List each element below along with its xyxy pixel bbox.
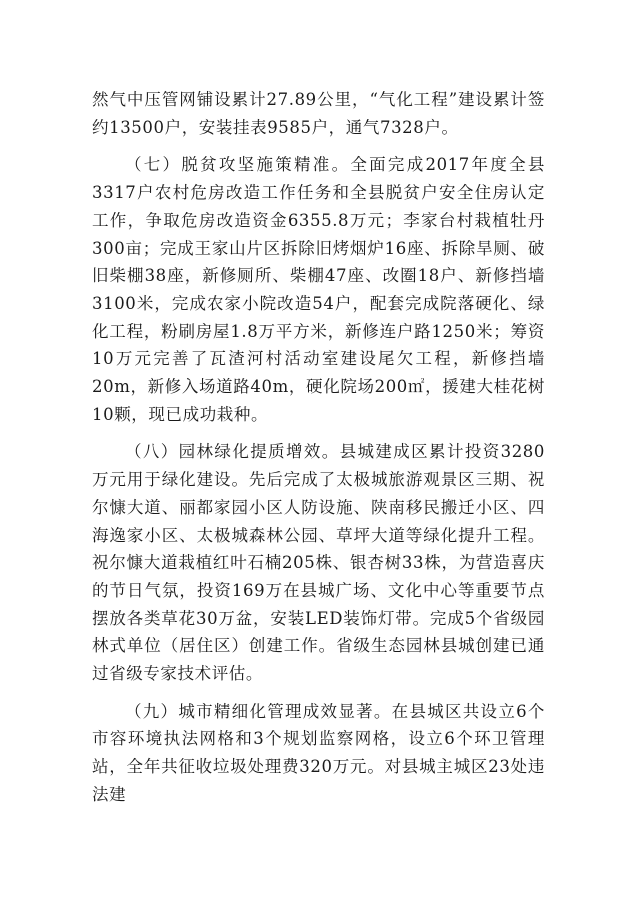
paragraph-gas-network: 然气中压管网铺设累计27.89公里，“气化工程”建设累计签约13500户，安装挂表9585户，通气7328户。 (92, 90, 545, 137)
paragraph-urban-management: （九）城市精细化管理成效显著。在县城区共设立6个市容环境执法网格和3个规划监察网格，设立6个环卫管理站，全年共征收垃圾处理费320万元。对县城主城区23处违法建 (92, 701, 545, 804)
paragraph-poverty-alleviation: （七）脱贫攻坚施策精准。全面完成2017年度全县3317户农村危房改造工作任务和全县脱贫户安全住房认定工作，争取危房改造资金6355.8万元；李家台村栽植牡丹300亩；完成王家山片区拆除旧烤烟炉16座、拆除旱厕、破旧柴棚38座，新修厕所、柴棚47座、改圈18户、新修挡墙3100米，完成农家小院改造54户，配套完成院落硬化、绿化工程，粉刷房屋1.8万平方米，新修连户路1250米；筹资10万元完善了瓦渣河村活动室建设尾欠工程，新修挡墙20m，新修入场道路40m，硬化院场200㎡，援建大桂花树10颗，现已成功栽种。 (92, 155, 545, 424)
paragraph-landscaping: （八）园林绿化提质增效。县城建成区累计投资3280万元用于绿化建设。先后完成了太极城旅游观景区三期、祝尔慷大道、丽都家园小区人防设施、陕南移民搬迁小区、四海逸家小区、太极城森林公园、草坪大道等绿化提升工程。祝尔慷大道栽植红叶石楠205株、银杏树33株，为营造喜庆的节日气氛，投资169万在县城广场、文化中心等重要节点摆放各类草花30万盆，安装LED装饰灯带。完成5个省级园林式单位（居住区）创建工作。省级生态园林县城创建已通过省级专家技术评估。 (92, 442, 545, 684)
document-body (92, 86, 545, 819)
